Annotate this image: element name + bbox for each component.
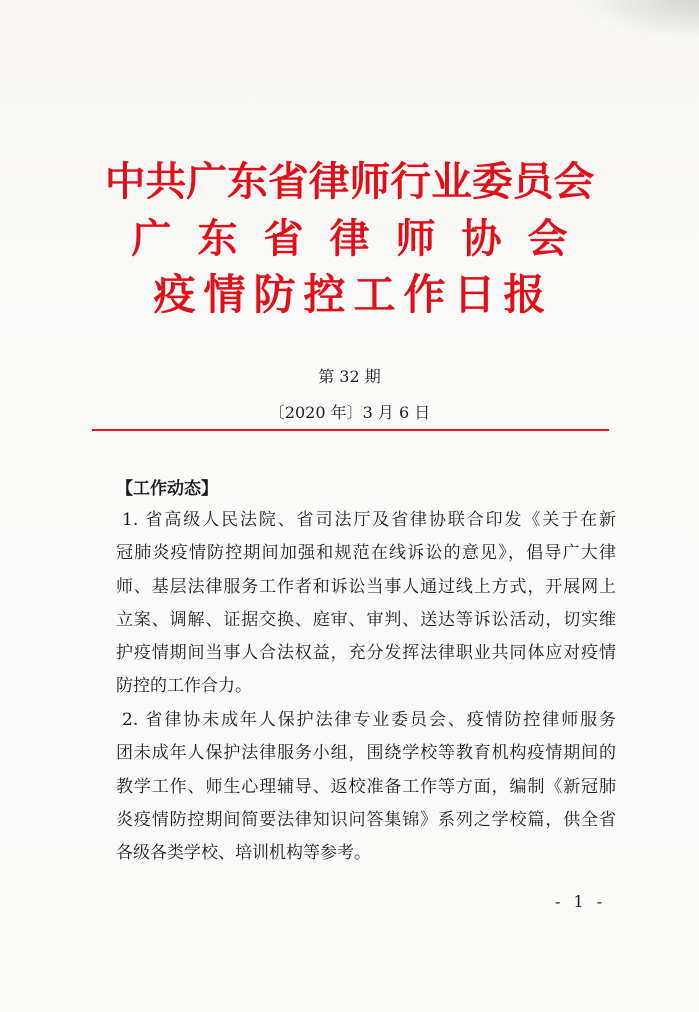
section-heading: 【工作动态】 <box>116 479 218 499</box>
paragraph-line: 1. 省高级人民法院、省司法厅及省律协联合印发《关于在新 <box>122 510 616 530</box>
paragraph-line: 各级各类学校、培训机构等参考。 <box>116 843 371 864</box>
page-corner-shadow <box>579 0 699 40</box>
header-title-lawyers-association: 广东省律师协会 <box>131 215 594 262</box>
paragraph-line: 冠肺炎疫情防控期间加强和规范在线诉讼的意见》，倡导广大律 <box>116 543 616 564</box>
paragraph-line: 2. 省律协未成年人保护法律专业委员会、疫情防控律师服务 <box>122 710 616 730</box>
paragraph-line: 师、基层法律服务工作者和诉讼当事人通过线上方式，开展网上 <box>116 576 616 597</box>
paragraph-line: 教学工作、师生心理辅导、返校准备工作等方面，编制《新冠肺 <box>116 776 616 797</box>
paragraph-line: 护疫情期间当事人合法权益，充分发挥法律职业共同体应对疫情 <box>116 643 616 664</box>
header-title-party-committee: 中共广东省律师行业委员会 <box>104 158 595 205</box>
issue-number: 第 32 期 <box>318 367 381 386</box>
paragraph-line: 立案、调解、证据交换、庭审、审判、送达等诉讼活动，切实维 <box>116 609 616 630</box>
issue-date: 〔2020 年〕3 月 6 日 <box>268 403 431 422</box>
body-paragraph-2 <box>116 704 616 870</box>
header-title-daily-report: 疫情防控工作日报 <box>153 270 554 319</box>
paragraph-line: 防控的工作合力。 <box>116 676 252 697</box>
paragraph-line: 团未成年人保护法律服务小组，围绕学校等教育机构疫情期间的 <box>116 743 616 764</box>
body-paragraph-1 <box>116 504 616 704</box>
paragraph-line: 炎疫情防控期间简要法律知识问答集锦》系列之学校篇，供全省 <box>116 809 616 830</box>
page-number: - 1 - <box>555 892 607 911</box>
red-divider-line <box>92 429 609 431</box>
